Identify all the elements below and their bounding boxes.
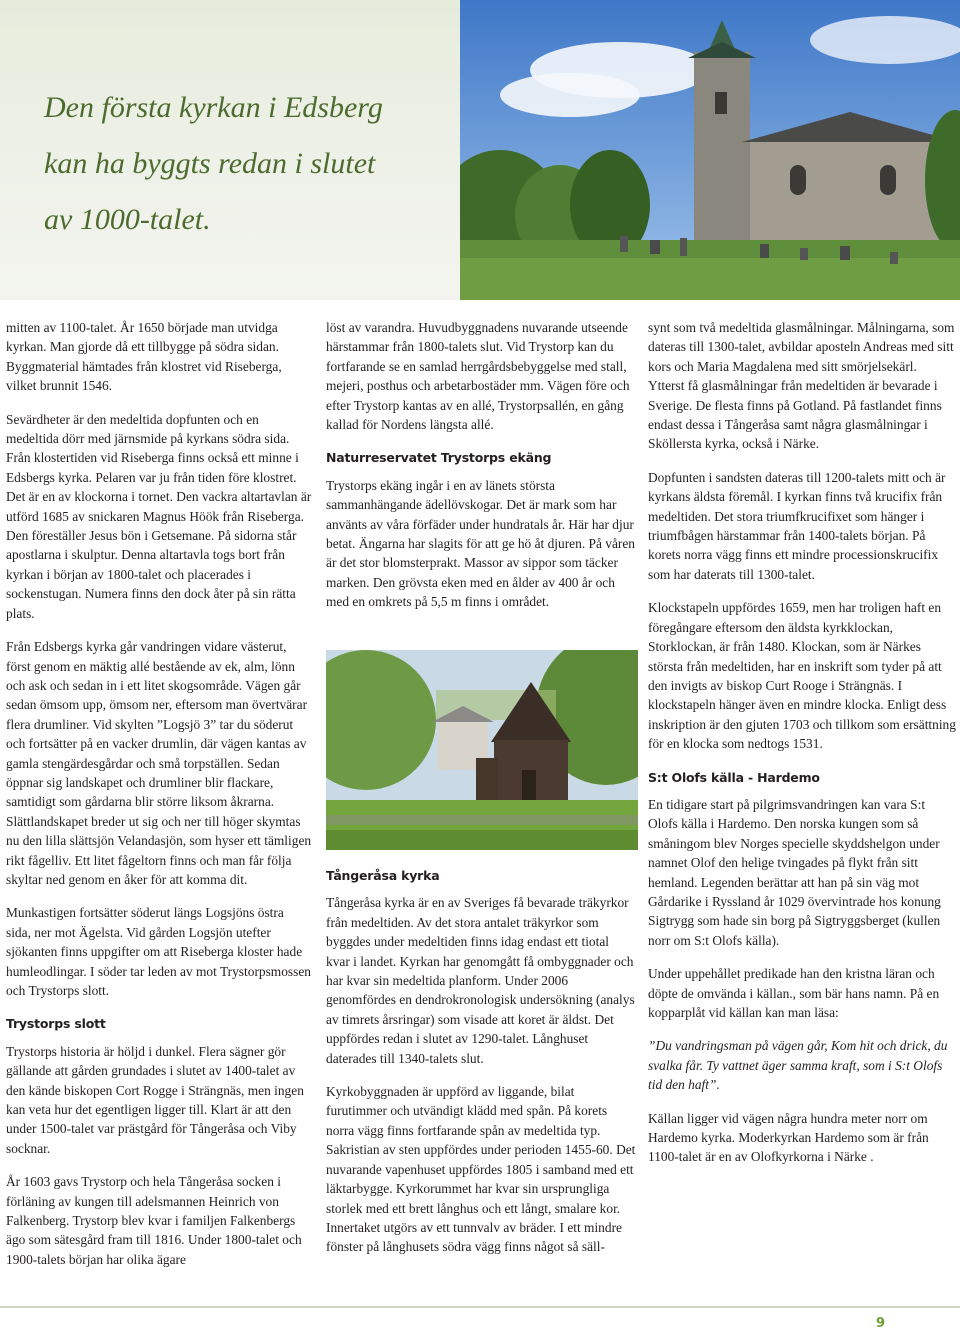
heading-st-olofs-kalla: S:t Olofs källa - Hardemo bbox=[648, 769, 820, 785]
heading-tangerasa-kyrka: Tångeråsa kyrka bbox=[326, 868, 440, 883]
inscription-quote: ”Du vandringsman på vägen går, Kom hit och drick, du svalka får. Ty vattnet äger samma kraft, som i S:t Olofs tid den haft”. bbox=[648, 1038, 948, 1093]
pull-quote bbox=[44, 80, 444, 248]
footer-rule bbox=[0, 1306, 960, 1308]
paragraph: Trystorps historia är höljd i dunkel. Flera sägner gör gällande att gården grundades i slutet av 1400-talet av den kände biskopen Cort Rogge i Strängnäs, men ingen kan veta hur det egentligen ligger till. Klart är att den under 1500-talet var prästgård för Tångeråsa och Viby socknar. bbox=[6, 1043, 304, 1156]
paragraph: Från Edsbergs kyrka går vandringen vidare västerut, först genom en mäktig allé bestående av ek, alm, lönn och ask och sedan in i ett litet skogsområde. Vägen går sedan ömsom upp, ömsom ner, eftersom man övertvärar flera drumliner. Vid skylten ”Logsjö 3” tar du söderut och fortsätter på en vacker drumlin, där vägen kantas av gamla stengärdesgårdar och små torpställen. Sedan öppnar sig landskapet och drumliner blir flackare, samtidigt som gårdarna blir större liksom åkrarna. Slättlandskapet breder ut sig och ner till höger skymtas nu den lilla slättsjön Velandasjön, som hyser ett tämligen rikt fågelliv. Ett litet fågeltorn finns och man får följa skyltar ned genom en åker för att komma dit. bbox=[6, 639, 312, 887]
column-1 bbox=[6, 318, 312, 1283]
quote-box bbox=[0, 0, 460, 300]
paragraph: löst av varandra. Huvudbyggnadens nuvarande utseende härstammar från 1800-talets slut. Vid Trystorp kan du fortfarande se en samlad herrgårdsbebyggelse med stall, mejeri, posthus och arbetarbostäder mm. Vägen före och efter Trystorp kantas av en allé, Trystorpsallén, en gång kallad för Nordens längsta allé. bbox=[326, 320, 630, 433]
edsberg-church-photo bbox=[460, 0, 960, 300]
page-number: 9 bbox=[876, 1316, 886, 1331]
heading-trystorps-ekang: Naturreservatet Trystorps ekäng bbox=[326, 450, 552, 466]
paragraph: Klockstapeln uppfördes 1659, men har troligen haft en föregångare eftersom den äldsta kyrkklockan, Storklockan, är från 1480. Klockan, som är Närkes största från medeltiden, har en inskrift som tyder på att den invigts av biskop Curt Rooge i Strängnäs. I klockstapeln hänger även en mindre klocka. Enligt dess inskription är den gjuten 1703 och tillkom som ersättning för en klocka som nedtogs 1531. bbox=[648, 600, 956, 752]
tangerasa-church-photo bbox=[326, 650, 638, 850]
quote-line: av 1000-talet. bbox=[44, 203, 211, 236]
quote-line: Den första kyrkan i Edsberg bbox=[44, 91, 383, 124]
paragraph: Dopfunten i sandsten dateras till 1200-talets mitt och är kyrkans äldsta föremål. I kyrkan finns två krucifix från medeltiden. Det stora triumfkrucifixet som hänger i triumfbågen härstammar från 1400-talets början. På korets norra vägg finns ett mindre processionskrucifix som har daterats till 1300-talet. bbox=[648, 469, 946, 582]
paragraph: Trystorps ekäng ingår i en av länets största sammanhängande ädellövskogar. Det är mark som har använts av våra förfäder under hundratals år. Här har djur betat. Ängarna har slagits för att ge hö åt djuren. På våren är det stor blomsterprakt. Massor av sippor som täcker marken. Den grövsta eken med en ålder av 400 år och med en omkrets på 5,5 m finns i området. bbox=[326, 477, 635, 610]
paragraph: Källan ligger vid vägen några hundra meter norr om Hardemo kyrka. Moderkyrkan Hardemo som är från 1100-talet är en av Olofkyrkorna i Närke . bbox=[648, 1110, 929, 1165]
paragraph: mitten av 1100-talet. År 1650 började man utvidga kyrkan. Man gjorde då ett tillbygge på södra sidan. Byggmaterial hämtades från klostret vid Riseberga, vilket brunnit 1546. bbox=[6, 320, 282, 394]
paragraph: Munkastigen fortsätter söderut längs Logsjöns östra sida, ner mot Ägelsta. Vid gården Logsjön utefter sjökanten finns uppgifter om att Riseberga kloster hade humleodlingar. I söder tar leden av mot Trystorpsmossen och Trystorps slott. bbox=[6, 905, 311, 998]
column-3 bbox=[648, 318, 956, 1181]
paragraph: En tidigare start på pilgrimsvandringen kan vara S:t Olofs källa i Hardemo. Den norska kungen som så småningom blev Norges specielle skyddshelgon under namnet Olof den helige tvingades på flykt från sitt hemland. Legenden berättar att han på sin väg mot Gårdarike i Ryssland år 1029 övervintrade hos konung Sigtrygg som hade sin borg på Sigtryggsberget (kullen norr om S:t Olofs källa). bbox=[648, 796, 941, 948]
paragraph: Kyrkobyggnaden är uppförd av liggande, bilat furutimmer och utvändigt klädd med spån. På korets norra vägg finns fortfarande spån av medeltida typ. Sakristian av sten uppfördes under perioden 1455-60. Det nuvarande vapenhuset uppfördes 1805 i samband med ett läktarbygge. Kyrkorummet har kvar sin ursprungliga storlek med ett brett långhus och ett långt, smalare kor. Innertaket utgörs av ett tunnvalv av bräder. I ett mindre fönster på långhusets södra vägg finns något så säll- bbox=[326, 1084, 636, 1255]
column-2-top bbox=[326, 318, 636, 626]
quote-line: kan ha byggts redan i slutet bbox=[44, 147, 376, 180]
column-2-bottom bbox=[326, 860, 636, 1271]
paragraph: Sevärdheter är den medeltida dopfunten och en medeltida dörr med järnsmide på kyrkans södra sida. Från klostertiden vid Riseberga finns också ett minne i Edsbergs kyrka. Pelaren var ju från tiden före klostret. Det är en av klockorna i tornet. Den vackra altartavlan är utförd 1685 av snickaren Magnus Höök från Riseberga. Den föreställer Jesus bön i Getsemane. På sidorna står apostlarna i skulptur. Denna altartavla togs bort från kyrkan i början av 1800-talet och placerades i sockenstugan. Numera finns den dock åter på sin rätta plats. bbox=[6, 411, 312, 621]
heading-trystorps-slott: Trystorps slott bbox=[6, 1016, 106, 1032]
paragraph: Tångeråsa kyrka är en av Sveriges få bevarade träkyrkor från medeltiden. Av det stora antalet träkyrkor som byggdes under medeltiden finns idag endast ett tiotal kvar i landet. Kyrkan har genomgått få ombyggnader och har kvar sin medeltida planform. Under 2006 genomfördes en dendrokronologisk undersökning (analys av timrets årsringar) som visade att koret är äldst. Det uppfördes redan i slutet av 1290-talet. Långhuset daterades till 1340-talets slut. bbox=[326, 895, 635, 1066]
paragraph: Under uppehållet predikade han den kristna läran och döpte de omvända i källan., som bär hans namn. På en kopparplåt vid källan kan man läsa: bbox=[648, 966, 940, 1020]
paragraph: År 1603 gavs Trystorp och hela Tångeråsa socken i förläning av kungen till adelsmannen Heinrich von Falkenberg. Trystorp blev kvar i familjen Falkenbergs ägo som sätesgård fram till 1816. Under 1800-talet och 1900-talets början har olika ägare bbox=[6, 1174, 302, 1267]
paragraph: synt som två medeltida glasmålningar. Målningarna, som dateras till 1300-talet, avbildar aposteln Andreas med sitt kors och Maria Magdalena med sitt smörjelsekärl. Ytterst få glasmålningar från medeltiden är bevarade i Sverige. De flesta finns på Gotland. På fastlandet finns endast dessa i Tångeråsa samt några glasmålningar i Sköllersta kyrka, också i Närke. bbox=[648, 320, 955, 452]
